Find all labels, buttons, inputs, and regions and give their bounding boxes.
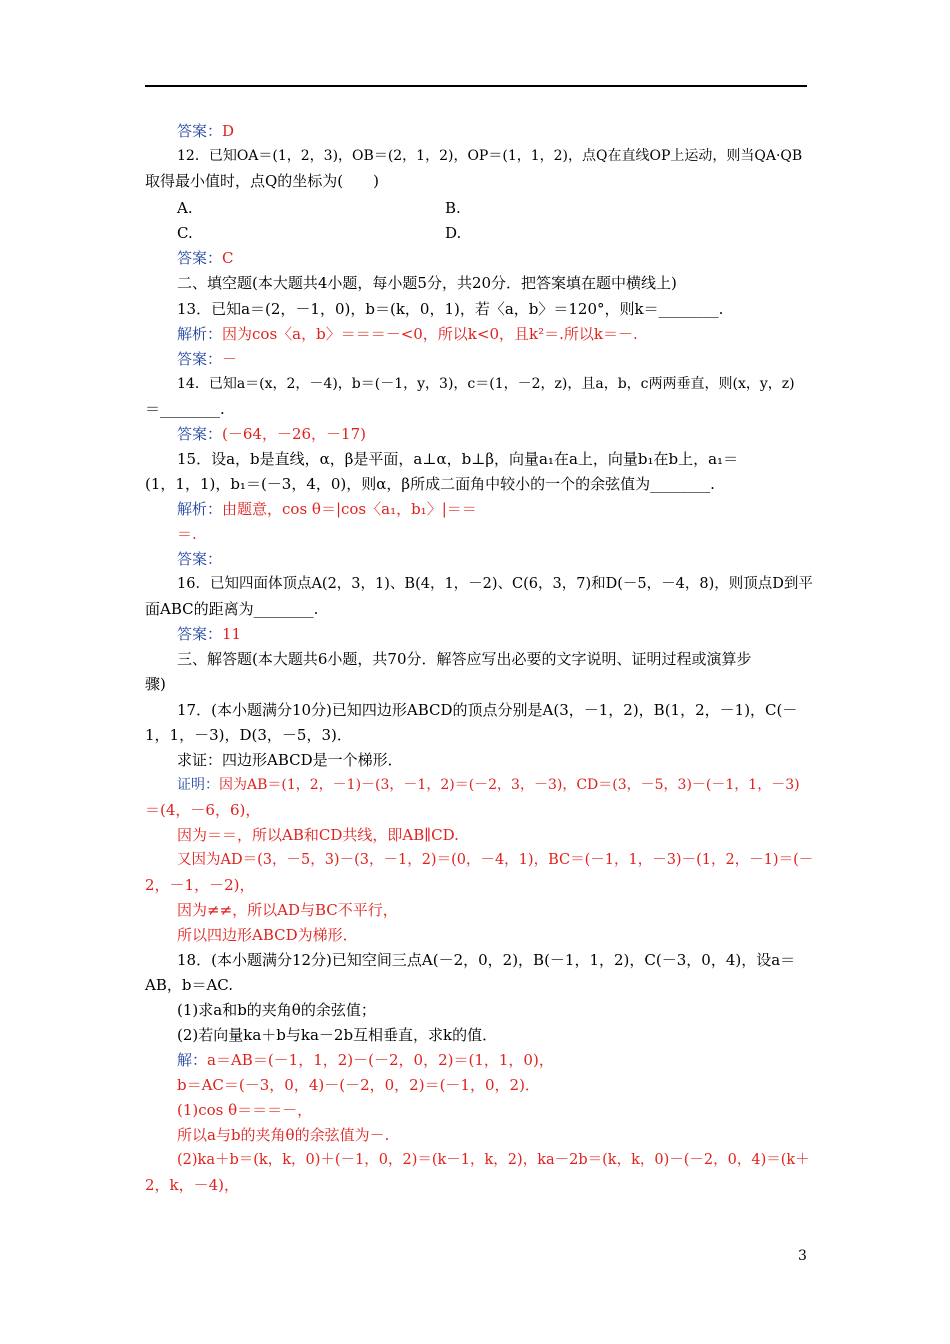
solution-cont: 2，k，－4)， xyxy=(145,1176,240,1194)
question-13: 13．已知a＝(2，－1，0)，b＝(k，0，1)，若〈a，b〉＝120°，则k＝________. xyxy=(177,300,724,318)
proof-cont: ＝(4，－6，6)， xyxy=(145,801,261,819)
answer-line xyxy=(177,348,237,370)
section-heading-2: 二、填空题(本大题共4小题，每小题5分，共20分．把答案填在题中横线上) xyxy=(177,274,677,292)
analysis-line xyxy=(177,323,638,345)
option-a: A. xyxy=(177,199,193,217)
answer-value: 11 xyxy=(222,625,242,643)
answer-value: C xyxy=(222,249,234,267)
question-16-cont: 面ABC的距离为________. xyxy=(145,600,319,618)
solution-step: 所以a与b的夹角θ的余弦值为－. xyxy=(177,1126,390,1144)
solution-step: b＝AC＝(－3，0，4)－(－2，0，2)＝(－1，0，2)． xyxy=(177,1076,540,1094)
solution-step: (1)cos θ＝＝＝－， xyxy=(177,1101,313,1119)
option-c: C. xyxy=(177,224,193,242)
section-heading-3-cont: 骤) xyxy=(145,675,166,693)
solution-text: a＝AB＝(－1，1，2)－(－2，0，2)＝(1，1，0)， xyxy=(207,1051,554,1069)
answer-label: 答案： xyxy=(177,550,223,568)
analysis-text: 因为cos〈a，b〉＝＝＝－<0，所以k<0，且k²＝.所以k＝－. xyxy=(222,325,638,343)
page-number: 3 xyxy=(798,1248,807,1264)
question-14: 14．已知a＝(x，2，－4)，b＝(－1，y，3)，c＝(1，－2，z)，且a，b，c两两垂直，则(x，y，z) xyxy=(177,376,795,392)
answer-line xyxy=(177,247,234,269)
proof-step: 因为＝＝，所以AB和CD共线，即AB∥CD. xyxy=(177,826,459,844)
proof-step: 又因为AD＝(3，－5，3)－(3，－1，2)＝(0，－4，1)，BC＝(－1，1，－3)－(1，2，－1)＝(－ xyxy=(177,852,814,868)
question-12-cont: 取得最小值时，点Q的坐标为( ) xyxy=(145,172,380,190)
question-18: 18．(本小题满分12分)已知空间三点A(－2，0，2)，B(－1，1，2)，C(－3，0，4)，设a＝ xyxy=(177,951,796,969)
proof-line xyxy=(177,774,800,796)
question-17: 17．(本小题满分10分)已知四边形ABCD的顶点分别是A(3，－1，2)，B(1，2，－1)，C(－ xyxy=(177,701,798,719)
answer-label: 答案： xyxy=(177,625,223,643)
answer-line xyxy=(177,423,366,445)
solution-line xyxy=(177,1049,554,1071)
proof-text: 因为AB＝(1，2，－1)－(3，－1，2)＝(－2，3，－3)，CD＝(3，－5，3)－(－1，1，－3) xyxy=(219,777,800,793)
analysis-text: 由题意，cos θ＝|cos〈a₁，b₁〉|＝＝ xyxy=(222,500,477,518)
answer-value: － xyxy=(222,350,238,368)
answer-label: 答案： xyxy=(177,249,223,267)
question-18-part2: (2)若向量ka＋b与ka－2b互相垂直，求k的值． xyxy=(177,1026,498,1044)
proof-label: 证明： xyxy=(177,777,219,793)
analysis-label: 解析： xyxy=(177,500,223,518)
question-12: 12．已知OA＝(1，2，3)，OB＝(2，1，2)，OP＝(1，1，2)，点Q在直线OP上运动，则当QA·QB xyxy=(177,148,803,164)
question-16: 16．已知四面体顶点A(2，3，1)、B(4，1，－2)、C(6，3，7)和D(－5，－4，8)，则顶点D到平 xyxy=(177,576,813,592)
question-17-prove: 求证：四边形ABCD是一个梯形． xyxy=(177,751,403,769)
analysis-cont: ＝. xyxy=(177,525,197,543)
question-18-cont: AB，b＝AC. xyxy=(145,976,234,994)
answer-value: (－64，－26，－17) xyxy=(222,425,366,443)
question-14-cont: ＝________. xyxy=(145,400,225,418)
proof-conclusion: 所以四边形ABCD为梯形． xyxy=(177,926,358,944)
solution-step: (2)ka＋b＝(k，k，0)＋(－1，0，2)＝(k－1，k，2)，ka－2b＝(k，k，0)－(－2，0，4)＝(k＋ xyxy=(177,1152,810,1168)
option-b: B. xyxy=(445,199,461,217)
answer-line xyxy=(177,623,241,645)
question-18-part1: (1)求a和b的夹角θ的余弦值； xyxy=(177,1001,376,1019)
analysis-label: 解析： xyxy=(177,325,223,343)
question-17-cont: 1，1，－3)，D(3，－5，3)． xyxy=(145,726,352,744)
question-15-cont: (1，1，1)，b₁＝(－3，4，0)，则α，β所成二面角中较小的一个的余弦值为________. xyxy=(145,475,715,493)
answer-label: 答案： xyxy=(177,350,223,368)
analysis-line xyxy=(177,498,477,520)
proof-cont: 2，－1，－2)， xyxy=(145,876,255,894)
option-d: D. xyxy=(445,224,462,242)
solution-label: 解： xyxy=(177,1051,208,1069)
proof-step: 因为≠≠，所以AD与BC不平行， xyxy=(177,901,398,919)
answer-value: D xyxy=(222,122,235,140)
question-15: 15．设a，b是直线，α，β是平面，a⊥α，b⊥β，向量a₁在a上，向量b₁在b上，a₁＝ xyxy=(177,450,739,468)
answer-label: 答案： xyxy=(177,122,223,140)
answer-line xyxy=(177,120,234,142)
section-heading-3: 三、解答题(本大题共6小题，共70分．解答应写出必要的文字说明、证明过程或演算步 xyxy=(177,650,752,668)
answer-label: 答案： xyxy=(177,425,223,443)
header-rule xyxy=(145,85,807,87)
